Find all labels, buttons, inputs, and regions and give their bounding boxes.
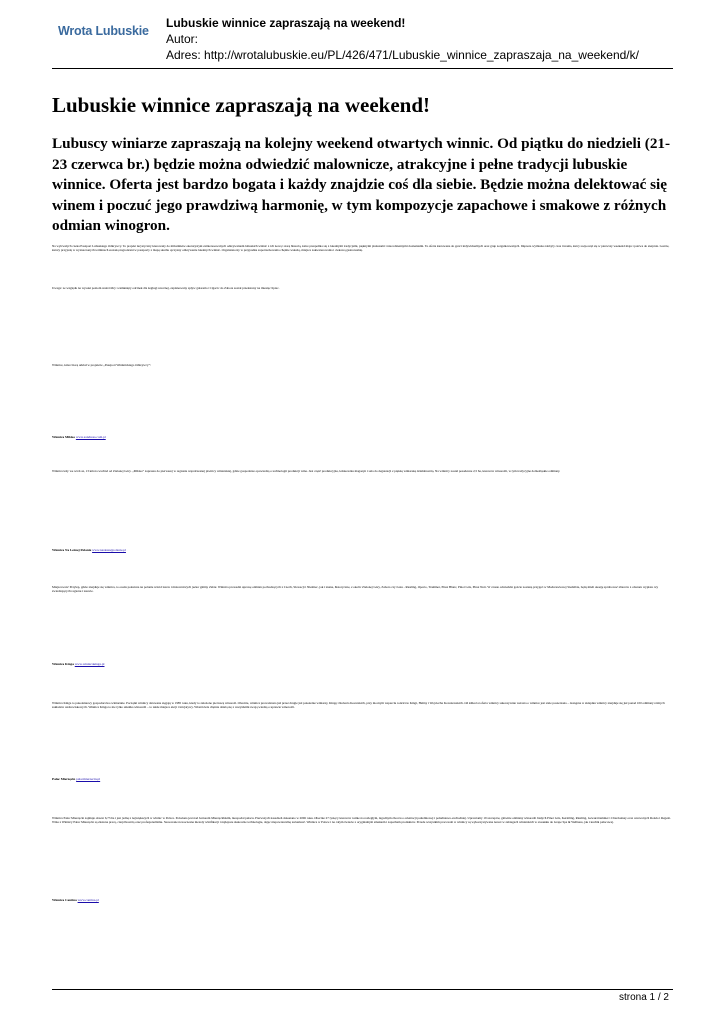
article-lead: Lubuscy winiarze zapraszają na kolejny weekend otwartych winnic. Od piątku do niedzieli (21-23 czerwca br.) będzie można odwiedzić malownicze, atrakcyjne i pełne tradycji lubuskie winnice. Oferta jest bardzo bogata i każdy znajdzie coś dla siebie. Będzie można delektować się winem i poczuć jego prawdziwą harmonię, w tym kompozycje zapachowe i smakowe z różnych odmian winogron. bbox=[52, 135, 671, 234]
winery-milsko-heading bbox=[52, 435, 106, 439]
winery-kinga-description: Winnica Kinga to pokoleniowy gospodarstwo winiarskie. Początki winnicy datowane sięgają w 1985 roku, kiedy to założono pierwszą winorośl. Obecnie, winnica prowadzona już przez drugie już pokolenie winiarzy, Kingę i Roberta Kozarskich, przy mocnym wsparciu rodziców Kingi, Haliny i Wojciecha Kowalewskich. Od kilku lat oferta winnicy sukcesywnie wzrasta o winnice jest stale poszerzana – dostępne w sklepiku winnicy znajduje się już ponad 100 odmiany różnych zakładów uzdrowiskowych. Winnica Kinga to nie tylko szkółka winorośli – to także miejsce akcji i inicjatywy. Właściciele chętnie dzielą się z wszystkimi swoją wiedzą o uprawie winorośli. bbox=[52, 701, 665, 710]
winery-link[interactable]: www.naslesnejpolanie.pl bbox=[92, 548, 126, 552]
winery-name: Winnica Cantina bbox=[52, 898, 77, 902]
article-title: Lubuskie winnice zapraszają na weekend! bbox=[52, 93, 431, 117]
winery-lesna-polana-description: Miejscowość Przylep, gdzie znajduje się winnica, to osada położona na polanie wśród lasów i malowniczych jezior gminy Zabór. Winnica prowadzi uprawę odmian pochodzących z Czech, Słowacji i Niemiec, jak i znane, historyczne, z okolic Zielonej Góry, Zabora czy Łazu - Riesling, Oporto, Traminer, Pinot Blanc, Pinot Gris, Pinot Noir. W czasie odwiedzin goście zostaną przyjęci w Modrzewiowej Siedzibie, będą mieli okazję spróbować zbiorów z obszaru wypłata czy zwiedzających regionu i zsuwie. bbox=[52, 585, 659, 594]
winery-mierzecin-heading bbox=[52, 777, 100, 781]
winery-link[interactable]: www.winnicakinga.pl bbox=[74, 662, 105, 666]
winery-link[interactable]: www.cantina.pl bbox=[77, 898, 99, 902]
paragraph-wineries-intro: Winnice, które biorą udział w projekcie „Paszport Winnnickiego Odkrywcy”: bbox=[52, 363, 151, 367]
page-number: strona 1 / 2 bbox=[618, 992, 669, 1003]
winery-cantina-heading bbox=[52, 898, 99, 902]
winery-link[interactable]: www.sandrees.com.pl bbox=[75, 435, 106, 439]
winery-name: Winnica Na Leśnej Polanie bbox=[52, 548, 92, 552]
paragraph-notice: Uwaga: ze względu na wysoki poziom rzeki Odry i zamknięty odcinek dla żeglugi rzecznej, zaplanowany spływ galarem z Cigacic do Zabora został przełożony na miesiąc lipiec. bbox=[52, 286, 280, 290]
winery-link[interactable]: palacmierzecin.pl bbox=[76, 777, 101, 781]
winery-milsko-description: Winnica leży we wsi Łaz, 13 km na wschód od Zielonej Góry. „Milsko” zaprasza do pierwszej w regionie współczesnej piwnicy winiarskiej, gdzie gospodarze opowiedzą o technologii produkcji wina. Jest część produkcyjna, leżakownia magazyn i sala do degustacji z piękną winiarską działalnością. Na winnicy został posadzone 2,5 ha, krzewów winorośli, w tym tradycyjne dolnośląskie odmiany. bbox=[52, 469, 561, 473]
document-footer bbox=[52, 989, 673, 1003]
header-address: Adres: http://wrotalubuskie.eu/PL/426/471/Lubuskie_winnice_zapraszaja_na_weekend/k/ bbox=[166, 48, 639, 62]
header-title: Lubuskie winnice zapraszają na weekend! bbox=[166, 16, 406, 30]
winery-name: Pałac Mierzęcin bbox=[52, 777, 76, 781]
header-author: Autor: bbox=[166, 32, 199, 46]
winery-name: Winnica Milsko bbox=[52, 435, 76, 439]
paragraph-passport: Na wytrwałych czeka Paszport Lubuskiego Odkrywcy. To projekt turystyczny kierowany do miłośników ekoturystyki zainteresowanych odkrywaniem lubuskich winnic z ich nową i starą historią, które przepełnia się z lokalnymi tradycjami, pięknymi planszami i niecodziennymi doznaniami. Ta oferta kierowana do gości indywidualnych oraz grup zorganizowanych. Impreza wymiana zdobyty czas trwania, który rozpoczął się w pierwszy weekend maja i potrwa do sierpnia. Goście, którzy przyjadą w wyznaczonych terminach zostaną nagrodzeni w paszporty z mapą skarbu ojczyzny odkrywanie lokalnych winnic. Organizatorzy w przypadku zapotrzebowania chętnie wskażą, miejsca zakwaterowania i ciekawą gastronomię. bbox=[52, 244, 670, 253]
document-header bbox=[52, 14, 673, 69]
header-info bbox=[166, 15, 639, 63]
site-logo: Wrota Lubuskie bbox=[58, 24, 149, 38]
winery-kinga-heading bbox=[52, 662, 104, 666]
winery-name: Winnica Kinga bbox=[52, 662, 74, 666]
winery-mierzecin-description: Winnica Pałac Mierzęcin zajmuje obszar 6,73 ha i jest jedną z największych w winnic w Polsce. Położona jest nad Jeziorem Mierzęcińskim, nieopodal pałacu. Pierwszych nasadzeń dokonano w 2006 roku. Obecnie 27 tysięcy krzewów rośnie na rozległym, łagodnym zboczu o orientacji południowej i południowo-zachodniej. Uprawiamy 19 szczepów, głównie odmiany winorośli białych Pinot Gris, Kerniling, Riesling, Gewurztraminer i Chardonnay oraz czerwonych Rondo i Regent. Wina z Winnicy Pałac Mierzęcin są złożone pracą, cierpliwością oraz profesjonalizmu. Stosowane nowoczesne metody winifikacji i najlepsze skuteczne technologie, dając niepowtarzalną tożsamość. Winnica w Polsce i na całym świecie z oryginalnym smakiem i zapachem produktów. Przede wszystkim pracowali w winnicy są wykorzystywane nawet w zabiegach winiarskich w stosunku do Grape Spa & Wellness, jak i kuchni pałacowej. bbox=[52, 816, 671, 825]
winery-lesna-polana-heading bbox=[52, 548, 126, 552]
